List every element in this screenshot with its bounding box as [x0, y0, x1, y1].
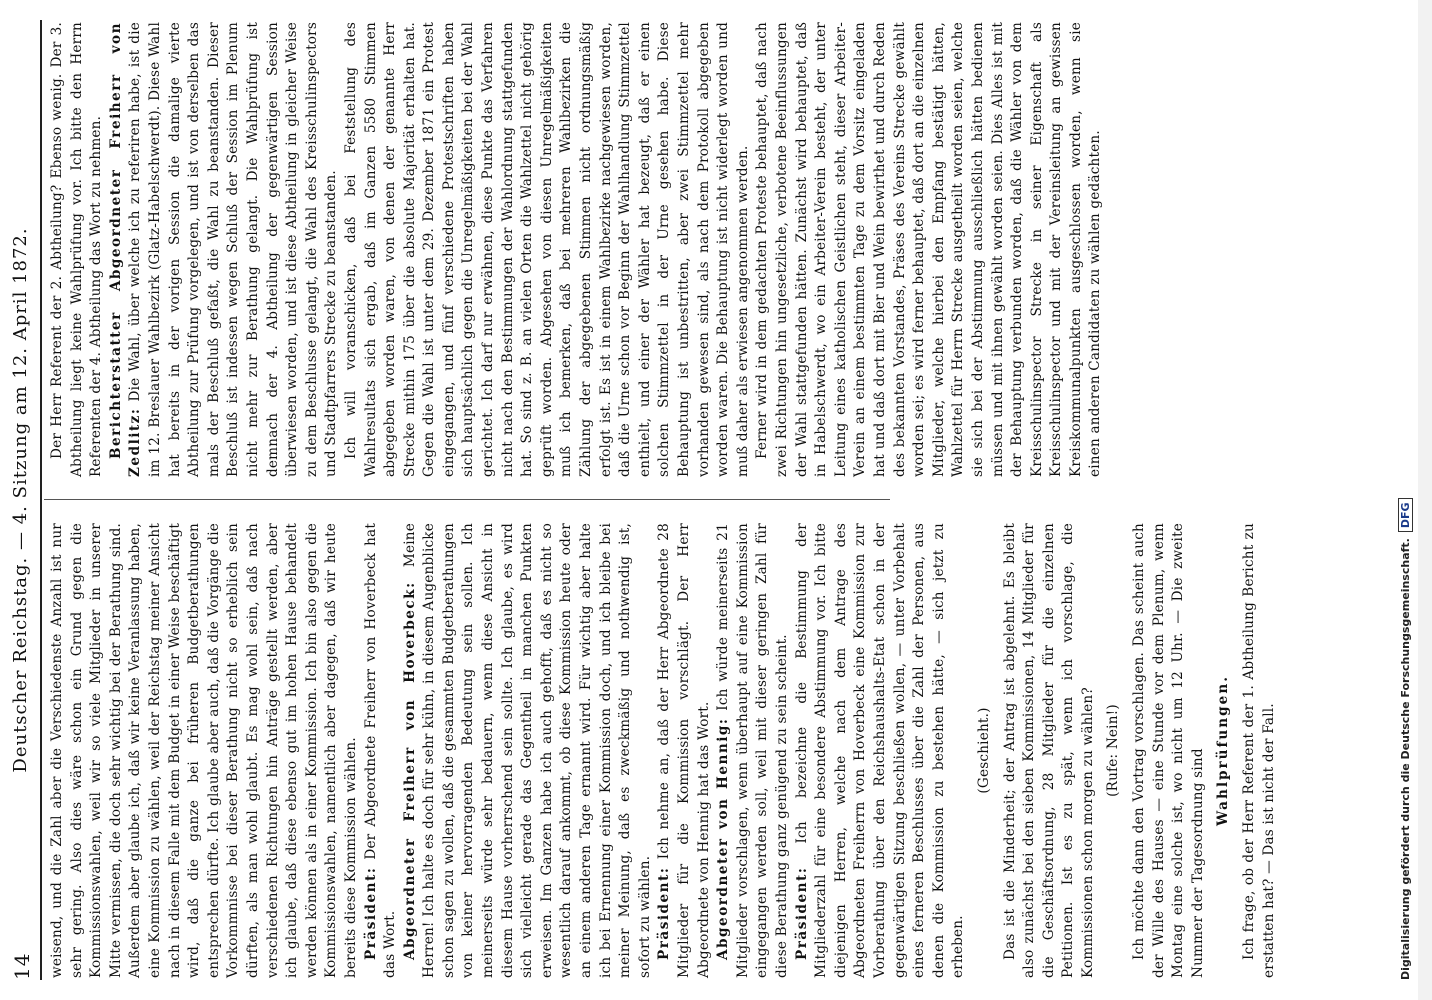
paragraph — [655, 523, 714, 978]
paragraph: Ich frage, ob der Herr Referent der 1. Abtheilung Bericht zu erstatten hat? — Das ist nicht der Fall. — [1241, 523, 1277, 978]
dfg-logo: DFG — [1398, 498, 1413, 532]
speech-text: Der Abgeordnete Freiherr von Hoverbeck hat das Wort. — [362, 523, 399, 978]
speech-text: Die Wahl, über welche ich zu referiren habe, ist die im 12. Breslauer Wahlbezirk (Glatz-Habelschwerdt). Diese Wahl hat bereits in der vorigen Session die damalige vierte Abtheilung zur Prüfung vorgelegen, und ist von derselben das mals der Beschluß gefaßt, die Wahl zu beanstanden. Dieser Beschluß ist indessen wegen Schluß der Session im Plenum nicht mehr zur Berathung gelangt. Die Wahlprüfung ist demnach der 4. Abtheilung der gegenwärtigen Session überwiesen worden, und ist diese Abtheilung in gleicher Weise zu dem Beschlusse gelangt, die Wahl des Kreisschulinspectors und Stadtpfarrers Strecke zu beanstanden. — [127, 22, 340, 477]
speech-text: Ich würde meinerseits 21 Mitglieder vorschlagen, wenn überhaupt auf eine Kommission eingegangen werden soll, weil mit dieser geringen Zahl für diese Berathung ganz genügend zu sein scheint. — [715, 523, 790, 978]
speaker-name: Präsident: — [656, 866, 673, 960]
paragraph — [107, 22, 342, 477]
paragraph: Ferner wird in dem gedachten Proteste behauptet, daß nach zwei Richtungen hin ungesetzliche, verbotene Beeinflussungen der Wahl stattgefunden hätten. Zunächst wird behauptet, daß in Habelschwerdt, wo ein Arbeiter-Verein besteht, der unter Leitung eines katholischen Geistlichen steht, dieser Arbeiter-Verein an einem bestimmten Tage zu dem Vorsitz eingeladen hat und daß dort mit Bier und Wein bewirthet und durch Reden des bekannten Vorstandes, Präses des Vereins Strecke gewählt worden sei; es wird ferner behauptet, daß dort an die einzelnen Mitglieder, welche hierbei den Empfang bestätigt hätten, Wahlzettel für Herrn Strecke ausgetheilt worden seien, welche sie sich bei der Abstimmung ausschließlich hätten bedienen müssen und mit ihnen gewählt worden seien. Dies Alles ist mit der Behauptung verbunden worden, daß die Wähler von dem Kreisschulinspector Strecke in seiner Eigenschaft als Kreisschulinspector und mit der Vereinsleitung an gewissen Kreiskommunalpunkten ausgeschlossen worden, wenn sie einen anderen Candidaten zu wählen gedächten. — [754, 22, 1104, 477]
speaker-name: Abgeordneter von Hennig: — [715, 717, 732, 960]
stage-direction: (Geschieht.) — [975, 707, 992, 794]
paragraph: Ich will voranschicken, daß bei Feststellung des Wahlresultats sich ergab, daß im Ganzen 5580 Stimmen abgegeben worden waren, von denen der genannte Herr Strecke mithin 175 über die absolute Majorität erhalten hat. Gegen die Wahl ist unter dem 29. Dezember 1871 ein Protest eingegangen, und fünf verschiedene Protestschriften haben sich hauptsächlich gegen die Unregelmäßigkeiten bei der Wahl gerichtet. Ich darf nur erwähnen, diese Punkte das Verfahren nicht nach den Bestimmungen der Wahlordnung stattgefunden hat. So sind z. B. an vielen Orten die Wahlzettel nicht gehörig geprüft worden. Abgesehen von diesen Unregelmäßigkeiten muß ich bemerken, daß bei mehreren Wahlbezirken die Zählung der abgegebenen Stimmen nicht ordnungsmäßig erfolgt ist. Es ist in einem Wahlbezirke nachgewiesen worden, daß die Urne schon vor Beginn der Wahlhandlung Stimmzettel enthielt, und einer der Wähler hat bezeugt, daß er einen solchen Stimmzettel in der Urne gesehen habe. Diese Behauptung ist unbestritten, aber zwei Stimmzettel mehr vorhanden gewesen sind, als nach dem Protokoll abgegeben worden waren. Die Behauptung ist nicht widerlegt worden und muß daher als erwiesen angenommen werden. — [342, 22, 751, 477]
left-column — [48, 523, 1279, 978]
speech-text: Ich bezeichne die Bestimmung der Mitgliederzahl für eine besondere Abstimmung vor. Ich bitte diejenigen Herren, welche nach dem Antrage des Abgeordneten Freiherrn von Hoverbeck eine Kommission zur Vorberathung über den Reichshaushalts-Etat schon in der gegenwärtigen Sitzung beschließen wollen, — unter Vorbehalt eines ferneren Beschlusses über die Zahl der Personen, aus denen die Kommission zu bestehen hätte, — sich jetzt zu erheben. — [793, 523, 967, 978]
right-column — [48, 22, 1106, 477]
paragraph: Ich möchte dann den Vortrag vorschlagen. Das scheint auch der Wille des Hauses — eine Stunde vor dem Plenum, wenn Montag eine solche ist, wo nicht um 12 Uhr. — Die zweite Nummer der Tagesordnung sind — [1131, 523, 1206, 978]
speaker-name: Präsident: — [362, 866, 379, 960]
credit-text: Digitalisierung gefördert durch die Deutsche Forschungsgemeinschaft. — [1399, 538, 1412, 980]
section-heading: Wahlprüfungen. — [1215, 675, 1232, 826]
column-divider — [44, 499, 890, 500]
stage-direction: (Rufe: Nein!) — [1105, 704, 1122, 797]
running-title: Deutscher Reichstag. — 4. Sitzung am 12. April 1872. — [10, 227, 31, 773]
paragraph — [793, 523, 969, 978]
speech-text: Ich nehme an, daß der Herr Abgeordnete 28 Mitglieder für die Kommission vorschlägt. Der Herr Abgeordnete von Hennig hat das Wort. — [656, 523, 712, 978]
scan-margin — [1418, 0, 1432, 1000]
paragraph — [362, 523, 401, 978]
speech-text: Meine Herren! Ich halte es doch für sehr kühn, in diesem Augenblicke schon sagen zu wollen, daß die gesammten Budgetberathungen von keiner hervorragenden Bedeutung sein sollen. Ich meinerseits würde sehr bedauern, wenn diese Ansicht in diesem Hause vorherrschend sein sollte. Ich glaube, es wird sich vielleicht gerade das Gegentheil in manchen Punkten erweisen. Im Ganzen habe ich auch gehofft, daß es nicht so wesentlich darauf ankommt, ob diese Kommission heute oder an einem anderen Tage ernannt wird. Für wichtig aber halte ich bei Ernennung einer Kommission doch, und ich bleibe bei meiner Meinung, daß es zweckmäßig und nothwendig ist, sofort zu wählen. — [401, 523, 653, 978]
page-header — [6, 20, 40, 980]
paragraph: weisend, und die Zahl aber die Verschiedenste Anzahl ist nur sehr gering. Also dies wäre schon ein Grund gegen die Kommissionswahlen, weil wir so viele Mitglieder in unserer Mitte vermissen, die doch sehr wichtig bei der Berathung sind. Außerdem aber glaube ich, daß wir keine Veranlassung haben, eine Kommission zu wählen, weil der Reichstag meiner Ansicht nach in diesem Falle mit dem Budget in einer Weise beschäftigt wird, daß die ganze bei früheren Budgetberathungen entsprechen dürfte. Ich glaube aber auch, daß die Vorgänge die Vorkommnisse bei dieser Berathung nicht so erheblich sein dürften, als man wohl glaubt. Es mag wohl sein, daß nach verschiedenen Richtungen hin Anträge gestellt werden, aber ich glaube, daß diese ebenso gut im hohen Hause behandelt werden können als in einer Kommission. Ich bin also gegen die Kommissionswahlen, namentlich aber dagegen, daß wir heute bereits diese Kommission wählen. — [49, 523, 359, 978]
paragraph: Das ist die Minderheit; der Antrag ist abgelehnt. Es bleibt also zunächst bei den sieben Kommissionen, 14 Mitglieder für die Geschäftsordnung, 28 Mitglieder für die einzelnen Petitionen. Ist es zu spät, wenn ich vorschlage, die Kommissionen schon morgen zu wählen? — [1001, 523, 1096, 978]
paragraph — [401, 523, 656, 978]
speaker-name: Präsident: — [793, 866, 810, 960]
digitization-credit — [1398, 498, 1413, 980]
speaker-name: Abgeordneter Freiherr von Hoverbeck: — [401, 581, 418, 960]
page-number: 14 — [10, 952, 34, 980]
paragraph — [714, 523, 792, 978]
paragraph: Der Herr Referent der 2. Abtheilung? Ebenso wenig. Der 3. Abtheilung liegt keine Wahlprüfung vor. Ich bitte den Herrn Referenten der 4. Abtheilung das Wort zu nehmen. — [49, 22, 105, 477]
header-rule — [40, 20, 42, 980]
speaker-name: Berichterstatter Abgeordneter Freiherr von Zedlitz: — [107, 22, 144, 477]
